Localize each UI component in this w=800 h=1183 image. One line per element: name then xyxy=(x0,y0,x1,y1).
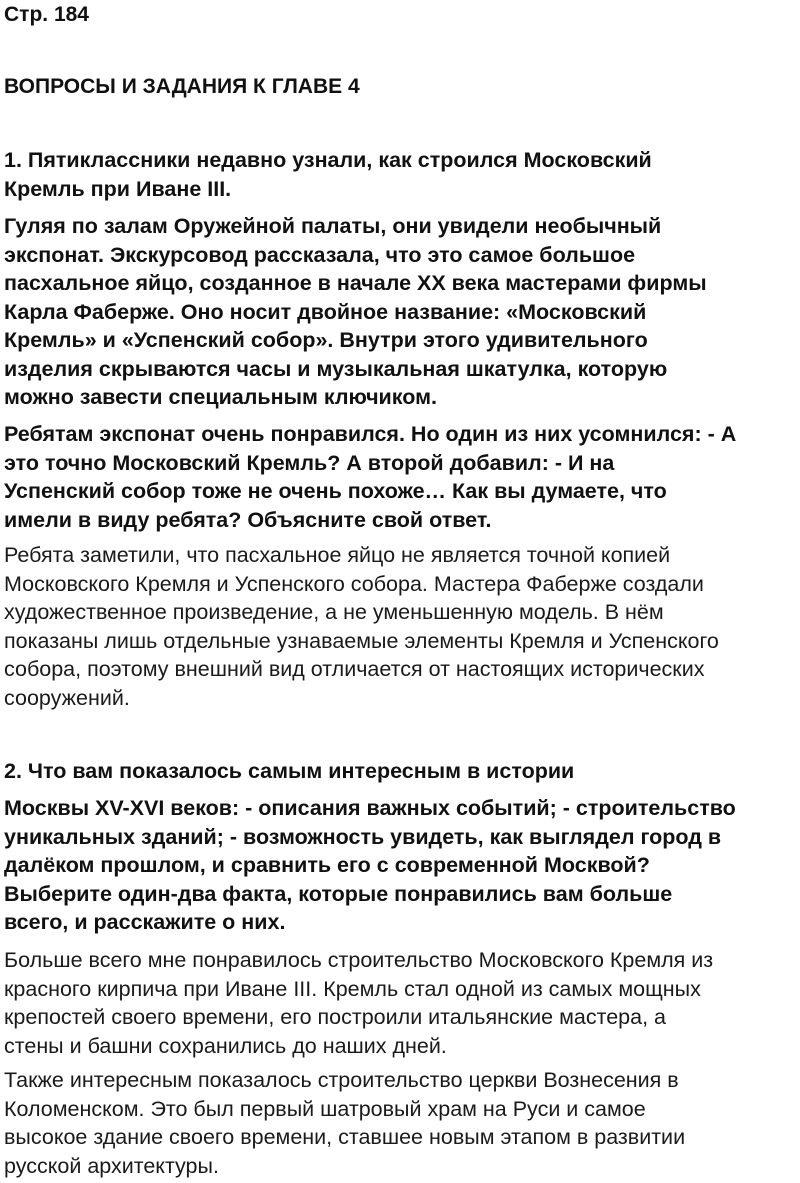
question-2-heading-line: 2. Что вам показалось самым интересным в истории xyxy=(4,759,575,783)
answer-1-line: Ребята заметили, что пасхальное яйцо не является точной копией xyxy=(4,543,671,567)
answer-2-line: Также интересным показалось строительство церкви Вознесения в xyxy=(4,1068,679,1092)
question-1-text-1-line: пасхальное яйцо, созданное в начале XX века мастерами фирмы xyxy=(4,271,707,295)
question-2-text xyxy=(4,794,736,937)
answer-2-line: красного кирпича при Иване III. Кремль стал одной из самых мощных xyxy=(4,976,701,1001)
question-1-text-1 xyxy=(4,212,707,412)
answer-2-part-1 xyxy=(4,946,713,1060)
answer-1-line: художественное произведение, а не уменьшенную модель. В нём xyxy=(4,600,664,624)
question-2-text-line: уникальных зданий; - возможность увидеть, как выглядел город в xyxy=(4,824,722,849)
question-1-heading-line: Кремль при Иване III. xyxy=(4,176,232,201)
answer-2-line: крепостей своего времени, его построили итальянские мастера, а xyxy=(4,1005,666,1029)
answer-2-line: стены и башни сохранились до наших дней. xyxy=(4,1033,447,1058)
question-1-text-2-line: это точно Московский Кремль? А второй добавил: - И на xyxy=(4,450,615,475)
question-2-heading xyxy=(4,757,574,786)
answer-1-line: показаны лишь отдельные узнаваемые элементы Кремля и Успенского xyxy=(4,628,719,653)
question-1-text-1-line: Гуляя по залам Оружейной палаты, они увидели необычный xyxy=(4,214,662,238)
question-2-text-line: Выберите один-два факта, которые понравились вам больше xyxy=(4,881,673,906)
question-2-text-line: Москвы XV-XVI веков: - описания важных событий; - строительство xyxy=(4,796,736,820)
answer-2-line: Коломенском. Это был первый шатровый храм на Руси и самое xyxy=(4,1096,646,1121)
answer-1-line: сооружений. xyxy=(4,685,130,710)
answer-2-line: Больше всего мне понравилось строительство Московского Кремля из xyxy=(4,948,714,972)
answer-2-line: русской архитектуры. xyxy=(4,1153,219,1178)
answer-2-part-2 xyxy=(4,1066,685,1180)
question-1-text-2-line: Ребятам экспонат очень понравился. Но один из них усомнился: - А xyxy=(4,422,737,446)
question-1-text-2 xyxy=(4,420,736,534)
question-1-text-2-line: Успенский собор тоже не очень похоже… Как вы думаете, что xyxy=(4,479,667,503)
question-2-text-line: далёком прошлом, и сравнить его с современной Москвой? xyxy=(4,853,650,877)
page-number: Стр. 184 xyxy=(4,3,89,26)
answer-2-line: высокое здание своего времени, ставшее новым этапом в развитии xyxy=(4,1125,686,1149)
question-1-text-1-line: изделия скрываются часы и музыкальная шкатулка, которую xyxy=(4,356,668,381)
question-1-heading-line: 1. Пятиклассники недавно узнали, как строился Московский xyxy=(4,148,652,172)
question-1-text-1-line: экспонат. Экскурсовод рассказала, что это самое большое xyxy=(4,242,636,267)
answer-1-line: Московского Кремля и Успенского собора. Мастера Фаберже создали xyxy=(4,571,704,596)
question-1-text-1-line: можно завести специальным ключиком. xyxy=(4,385,437,409)
answer-1-line: собора, поэтому внешний вид отличается от настоящих исторических xyxy=(4,657,705,681)
question-1-text-2-line: имели в виду ребята? Объясните свой ответ. xyxy=(4,507,492,532)
question-2-text-line: всего, и расскажите о них. xyxy=(4,910,286,934)
chapter-title: ВОПРОСЫ И ЗАДАНИЯ К ГЛАВЕ 4 xyxy=(4,75,360,98)
question-1-text-1-line: Кремль» и «Успенский собор». Внутри этого удивительного xyxy=(4,328,648,352)
answer-1 xyxy=(4,541,719,712)
question-1-heading xyxy=(4,146,652,203)
question-1-text-1-line: Карла Фаберже. Оно носит двойное название: «Московский xyxy=(4,299,647,324)
